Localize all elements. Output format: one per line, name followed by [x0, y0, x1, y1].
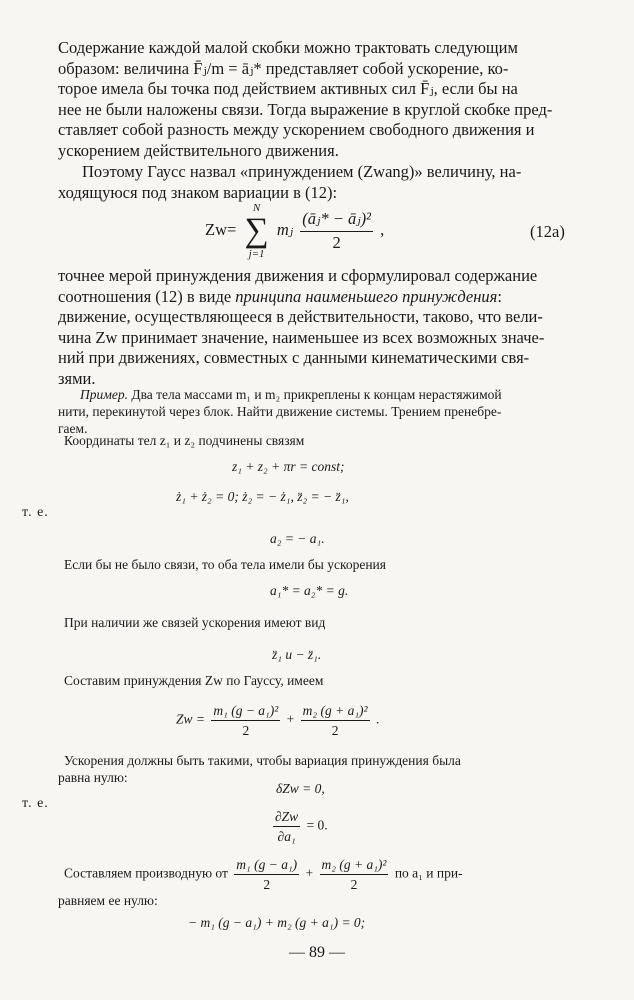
sum-upper-limit: N: [252, 202, 261, 214]
equation-const: z₁ + z₂ + πr = const;: [232, 459, 345, 474]
eq-numerator: m₂ (g + a₁)²: [320, 856, 389, 875]
text-line: зями.: [58, 368, 96, 388]
text-line: нее не были наложены связи. Тогда выражение в круглой скобке пред-: [58, 99, 553, 119]
eq-numerator: m₂ (g + a₁)²: [301, 702, 370, 721]
text-span: :: [497, 286, 502, 306]
eq-numerator: ∂Zw: [273, 808, 300, 827]
text-span: по a₁ и при-: [394, 865, 463, 881]
eq-factor: mⱼ: [276, 219, 294, 239]
text-line: образом: величина F̄ⱼ/m = āⱼ* представляет собой ускорение, ко-: [58, 58, 509, 78]
text-line: Ускорения должны быть такими, чтобы вариация принуждения была: [64, 753, 461, 768]
te-label: т. е.: [22, 505, 49, 520]
text-span: соотношения (12) в виде: [58, 286, 236, 306]
example-label: Пример.: [80, 387, 128, 402]
text-line: точнее мерой принуждения движения и сформулировал содержание: [58, 266, 538, 285]
equation-zw: [176, 702, 379, 739]
text-line: движение, осуществляющееся в действительности, таково, что вели-: [58, 307, 543, 326]
text-line: нити, перекинутой через блок. Найти движение системы. Трением пренебре-: [58, 404, 502, 419]
eq-numerator: m₁ (g − a₁): [234, 856, 299, 875]
sum-lower-limit: j=1: [248, 248, 265, 260]
eq-denominator: 2: [331, 723, 339, 738]
text-line: ходящуюся под знаком вариации в (12):: [58, 182, 338, 202]
equation-a2: a₂ = − a₁.: [270, 531, 325, 546]
compose-text: Составим принуждения Zw по Гауссу, имеем: [64, 673, 324, 688]
eq-lhs: Zw=: [205, 219, 237, 239]
eq-denominator: 2: [332, 232, 341, 252]
equation-derivatives: ż₁ + ż₂ = 0; ż₂ = − ż₁, z̈₂ = − z̈₁,: [176, 489, 349, 504]
text-line: Поэтому Гаусс назвал «принуждением (Zwang)» величину, на-: [82, 162, 522, 181]
paragraph-intro: [58, 38, 582, 161]
eq-lhs: Zw =: [176, 711, 205, 727]
eq-plus: +: [305, 865, 314, 881]
equation-delta: δZw = 0,: [276, 781, 325, 796]
text-line: ставляет собой разность между ускорением свободного движения и: [58, 120, 535, 139]
text-line: равна нулю:: [58, 770, 128, 785]
paragraph-principle: [58, 266, 582, 389]
eq-numerator: m₁ (g − a₁)²: [211, 702, 280, 721]
text-line: торое имела бы точка под действием активных сил F̄ⱼ, если бы на: [58, 79, 518, 98]
with-constraint-text: При наличии же связей ускорения имеют вид: [64, 615, 326, 630]
derivative-line: [64, 856, 463, 893]
eq-tail: ,: [380, 219, 385, 239]
text-line: ускорением действительного движения.: [58, 140, 339, 160]
example-block: [58, 386, 582, 437]
equation-free-accel: a₁* = a₂* = g.: [270, 583, 349, 598]
eq-fraction: [234, 856, 299, 893]
text-span: Составляем производную от: [64, 865, 228, 881]
eq-fraction: [211, 702, 280, 739]
eq-denominator: 2: [242, 723, 250, 738]
page-number: — 89 —: [289, 944, 345, 961]
sum-symbol: [244, 202, 268, 260]
te-label: т. е.: [22, 796, 49, 811]
no-constraint-text: Если бы не было связи, то оба тела имели бы ускорения: [64, 557, 386, 572]
eq-denominator: 2: [350, 877, 358, 892]
eq-tail: = 0.: [306, 817, 328, 833]
equation-number: (12a): [530, 222, 565, 241]
paragraph-gauss: [58, 162, 582, 203]
equation-partial: [270, 808, 328, 845]
text-line: [58, 287, 582, 308]
text-line: ний при движениях, совместных с данными кинематическими свя-: [58, 348, 530, 367]
equation-accel-form: z̈₁ и − z̈₁.: [272, 647, 322, 662]
equation-final: − m₁ (g − a₁) + m₂ (g + a₁) = 0;: [188, 915, 366, 930]
eq-denominator: ∂a₁: [277, 829, 296, 844]
text-line: гаем.: [58, 421, 88, 436]
eq-tail: .: [375, 711, 380, 727]
eq-denominator: 2: [263, 877, 271, 892]
text-line: [58, 386, 582, 403]
eq-fraction: [273, 808, 300, 845]
eq-fraction: [320, 856, 389, 893]
derivative-line-2: равняем ее нулю:: [58, 893, 158, 908]
text-line: чина Zw принимает значение, наименьшее из всех возможных значе-: [58, 327, 545, 347]
eq-fraction: [300, 209, 373, 253]
text-line: Содержание каждой малой скобки можно трактовать следующим: [58, 38, 518, 57]
principle-name: принципа наименьшего принуждения: [235, 286, 498, 306]
eq-plus: +: [286, 711, 295, 727]
equation-12a: [205, 202, 384, 260]
eq-fraction: [301, 702, 370, 739]
text-span: Два тела массами m₁ и m₂ прикреплены к концам нерастяжимой: [127, 387, 502, 402]
eq-numerator: (āⱼ* − āⱼ)²: [300, 209, 373, 232]
coord-text: Координаты тел z₁ и z₂ подчинены связям: [64, 433, 305, 448]
sigma-icon: ∑: [244, 212, 269, 249]
